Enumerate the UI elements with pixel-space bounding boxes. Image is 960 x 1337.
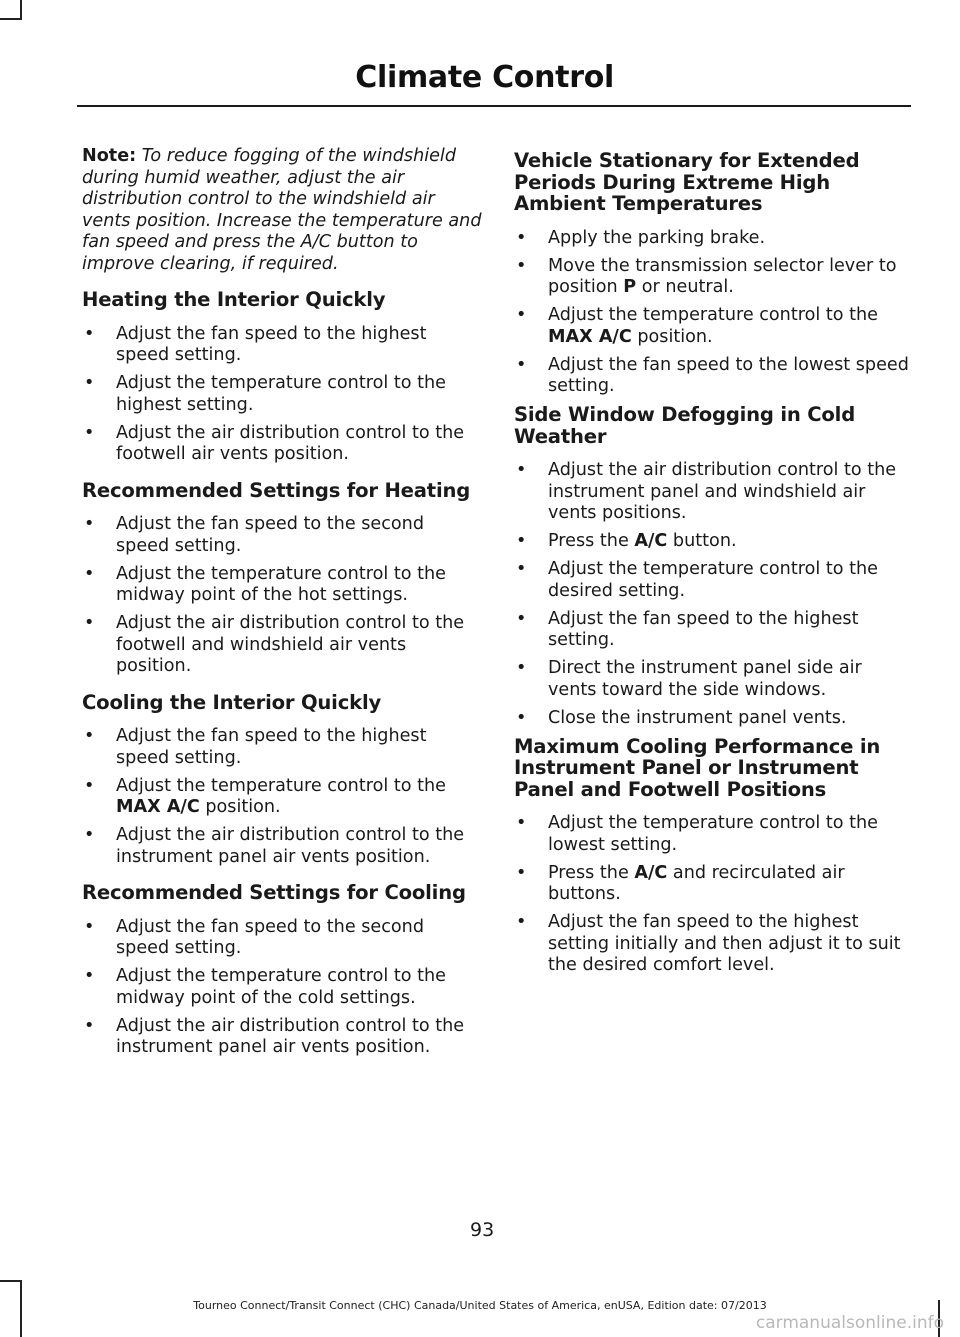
list-item [514,460,914,525]
bullet-dot: • [516,707,527,728]
list-item-text: Adjust the temperature control to the [116,775,446,796]
bullet-dot: • [84,613,95,633]
list-item-text: Adjust the temperature control to the midway point of the hot settings. [116,563,446,605]
bullet-list [82,726,482,868]
bullet-dot: • [84,966,95,986]
list-item-text: Close the instrument panel vents. [548,707,847,728]
bullet-dot: • [84,726,95,746]
section-heading: Maximum Cooling Performance in Instrument Panel or Instrument Panel and Footwell Positions [514,734,881,801]
section-heading: Recommended Settings for Heating [82,478,471,502]
list-item [514,708,914,730]
list-item-text: Adjust the temperature control to the lowest setting. [548,813,878,855]
list-item-text: Adjust the air distribution control to the instrument panel air vents position. [116,825,465,867]
crop-mark-top-left [20,0,22,18]
section [82,692,482,869]
list-item-text: Press the [548,862,635,883]
bullet-list [514,460,914,729]
bullet-dot: • [516,227,527,248]
bullet-list [82,514,482,678]
section-heading: Vehicle Stationary for Extended Periods During Extreme High Ambient Temperatures [514,149,860,215]
list-item [82,514,482,557]
list-item [514,813,914,856]
note-text: To reduce fogging of the windshield during humid weather, adjust the air distribution control to the windshield air vents position. Increase the temperature and fan speed and press the A/C button to improve clearing, if required. [82,146,482,274]
list-item [514,559,914,602]
list-item-text: position. [631,326,713,347]
bullet-dot: • [516,305,527,325]
bullet-dot: • [516,354,527,375]
list-item-text: Adjust the fan speed to the lowest speed setting. [548,354,909,396]
list-item-text: or neutral. [636,277,734,297]
list-item [514,609,914,652]
bullet-dot: • [84,422,95,443]
section [514,404,914,729]
list-item [82,564,482,607]
list-item-text: button. [667,531,737,551]
note-label: Note: [82,146,137,166]
list-item-text: Press the [548,531,635,551]
bullet-dot: • [84,775,95,796]
footer-edition-text: Tourneo Connect/Transit Connect (CHC) Canada/United States of America, enUSA, Edition date: 07/2013 [193,1299,767,1312]
list-item [82,966,482,1009]
section [82,480,482,678]
list-item-text: Adjust the fan speed to the highest speed setting. [116,323,427,365]
left-column [82,146,482,1065]
list-item-text: Adjust the temperature control to the midway point of the cold settings. [116,966,446,1008]
bullet-dot: • [84,916,95,937]
bullet-dot: • [516,460,527,480]
list-item-text: Move the transmission selector lever to position [548,255,897,297]
list-item [82,825,482,868]
list-item [82,776,482,819]
page-number: 93 [470,1219,495,1241]
right-column [514,146,914,983]
list-item [514,355,914,398]
section-heading: Side Window Defogging in Cold Weather [514,403,856,448]
list-item-text: Apply the parking brake. [548,227,766,248]
list-item-text: Adjust the temperature control to the highest setting. [116,373,446,415]
list-item [82,373,482,416]
bullet-dot: • [84,514,95,534]
right-sections [514,150,914,977]
bullet-list [82,324,482,466]
bullet-dot: • [84,373,95,393]
list-item-emphasis: P [623,277,637,297]
crop-mark-top-left-h [0,18,22,20]
list-item-text: Adjust the fan speed to the highest setting initially and then adjust it to suit the desired comfort level. [548,912,901,975]
bullet-dot: • [516,862,527,883]
crop-mark-bottom-left-h [0,1280,22,1282]
watermark: carmanualsonline.info [755,1313,944,1333]
list-item-text: Adjust the air distribution control to the footwell and windshield air vents position. [116,613,465,676]
list-item-text: Adjust the fan speed to the highest speed setting. [116,726,427,768]
bullet-list [82,917,482,1059]
list-item [82,1016,482,1059]
list-item [82,917,482,960]
page-title: Climate Control [355,60,614,95]
list-item-text: Adjust the temperature control to the desired setting. [548,559,878,601]
bullet-dot: • [516,813,527,833]
list-item-emphasis: A/C [634,531,668,551]
bullet-dot: • [84,563,95,584]
list-item [82,324,482,367]
section [514,150,914,398]
list-item-text: Adjust the fan speed to the second speed setting. [116,916,424,958]
bullet-list [514,813,914,977]
bullet-dot: • [516,255,527,276]
section [82,882,482,1059]
section [514,736,914,977]
bullet-dot: • [516,531,527,551]
list-item [514,228,914,250]
list-item-text: Direct the instrument panel side air vents toward the side windows. [548,658,862,700]
list-item-text: and recirculated air buttons. [548,862,845,904]
list-item-text: Adjust the temperature control to the [548,305,878,325]
bullet-dot: • [84,1015,95,1036]
list-item [514,912,914,977]
bullet-dot: • [516,608,527,629]
bullet-dot: • [84,825,95,845]
list-item [514,531,914,553]
section-heading: Heating the Interior Quickly [82,288,386,311]
bullet-list [514,228,914,398]
list-item [82,423,482,466]
bullet-dot: • [516,912,527,932]
bullet-dot: • [516,559,527,579]
list-item [514,863,914,906]
list-item [514,658,914,701]
list-item [514,305,914,348]
header-divider [77,105,911,107]
list-item-emphasis: MAX A/C [116,797,200,817]
section-heading: Recommended Settings for Cooling [82,881,466,904]
list-item [514,256,914,299]
list-item-text: position. [199,797,281,817]
list-item [82,613,482,678]
bullet-dot: • [84,323,95,344]
list-item-text: Adjust the air distribution control to the instrument panel air vents position. [116,1015,465,1057]
list-item-text: Adjust the air distribution control to the instrument panel and windshield air vents positions. [548,460,897,523]
section [82,289,482,466]
list-item-emphasis: A/C [634,862,668,883]
bullet-dot: • [516,658,527,678]
left-sections [82,289,482,1059]
section-heading: Cooling the Interior Quickly [82,690,382,714]
list-item [82,726,482,769]
note-paragraph [82,146,482,275]
list-item-text: Adjust the fan speed to the highest setting. [548,608,859,650]
list-item-text: Adjust the air distribution control to the footwell air vents position. [116,422,465,464]
list-item-emphasis: MAX A/C [548,326,632,347]
list-item-text: Adjust the fan speed to the second speed setting. [116,514,424,556]
